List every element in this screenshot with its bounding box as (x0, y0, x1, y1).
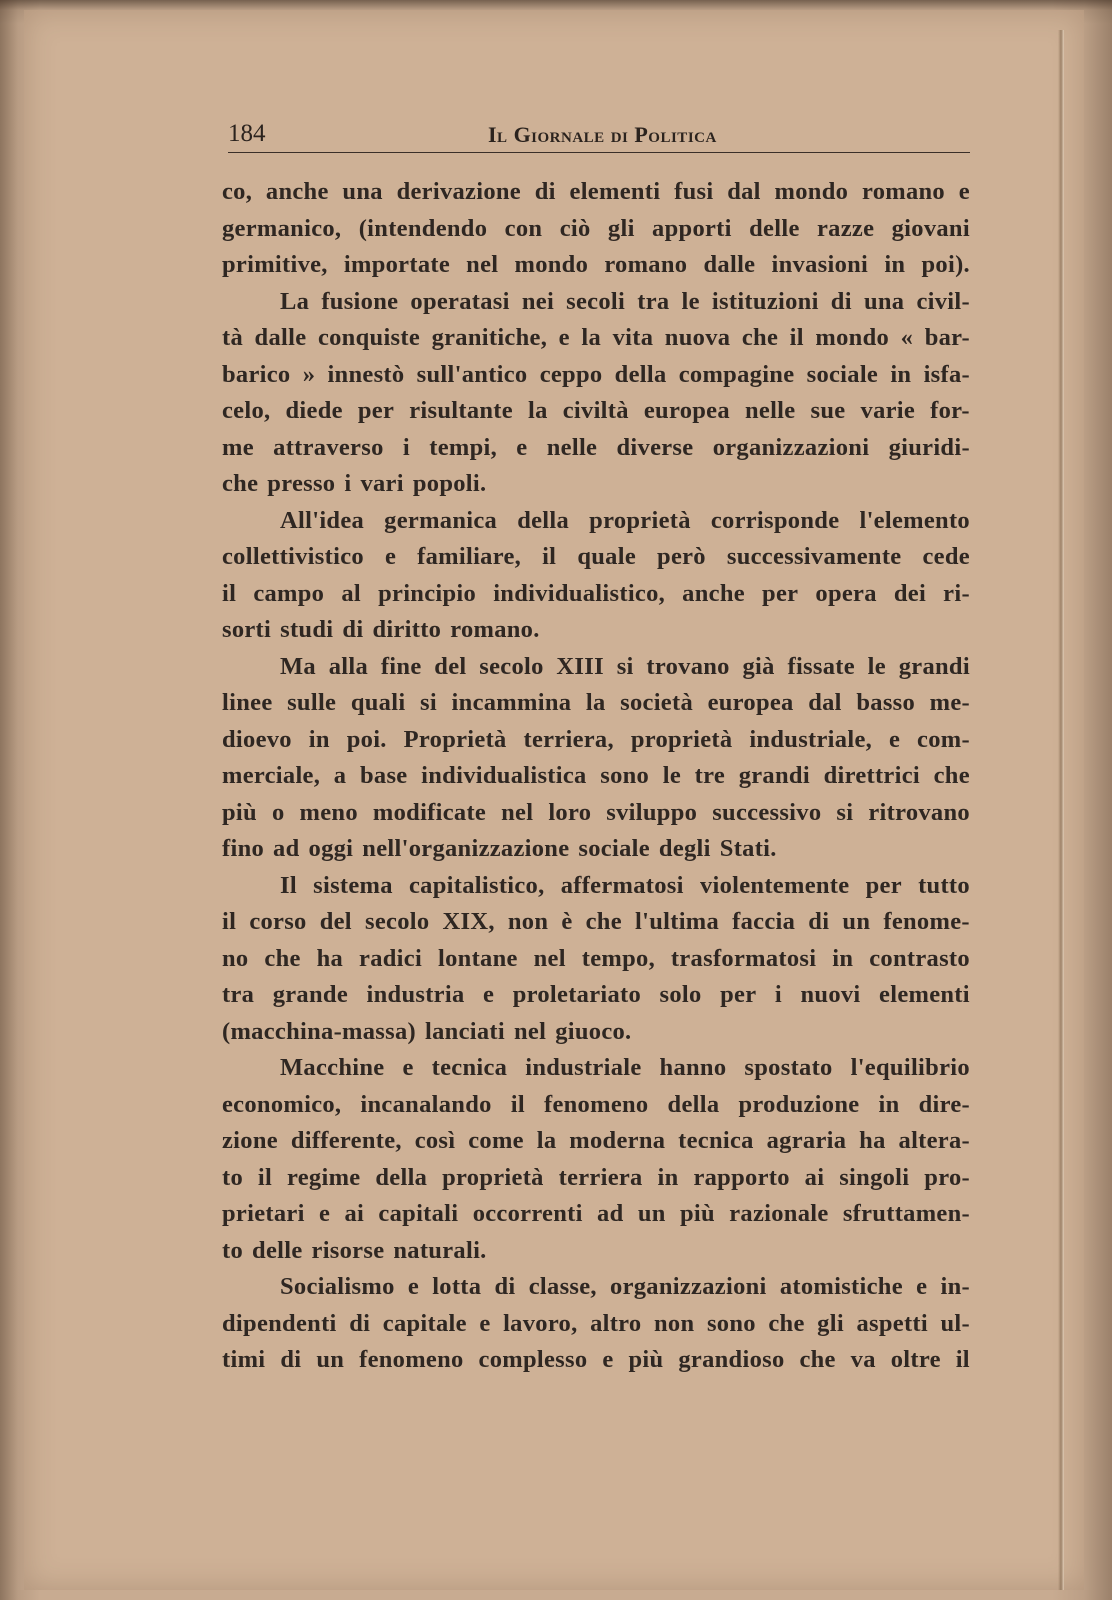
text-line: sorti studi di diritto romano. (222, 616, 540, 643)
text-line: collettivistico e familiare, il quale però successivamente cede (222, 543, 970, 570)
text-line: celo, diede per risultante la civiltà europea nelle sue varie for- (222, 397, 970, 424)
page-header (228, 118, 970, 153)
text-line: economico, incanalando il fenomeno della produzione in dire- (222, 1090, 970, 1118)
text-line: linee sulle quali si incammina la società europea dal basso me- (222, 689, 970, 716)
text-line: merciale, a base individualistica sono le tre grandi direttrici che (222, 762, 970, 789)
text-line: il campo al principio individualistico, anche per opera dei ri- (222, 579, 970, 607)
text-line: to il regime della proprietà terriera in rapporto ai singoli pro- (222, 1163, 970, 1191)
text-line: (macchina-massa) lanciati nel giuoco. (222, 1017, 632, 1045)
text-line: no che ha radici lontane nel tempo, trasformatosi in contrasto (222, 944, 970, 972)
text-line: tra grande industria e proletariato solo per i nuovi elementi (222, 981, 970, 1008)
text-line: barico » innestò sull'antico ceppo della compagine sociale in isfa- (222, 360, 970, 388)
text-line: primitive, importate nel mondo romano dalle invasioni in poi). (222, 251, 970, 278)
text-line: più o meno modificate nel loro sviluppo successivo si ritrovano (222, 798, 970, 826)
page-number: 184 (228, 120, 266, 147)
running-title: Il Giornale di Politica (488, 122, 717, 147)
text-line: fino ad oggi nell'organizzazione sociale degli Stati. (222, 835, 777, 862)
text-line: timi di un fenomeno complesso e più grandioso che va oltre il (222, 1346, 970, 1373)
text-line: dioevo in poi. Proprietà terriera, proprietà industriale, e com- (222, 725, 970, 753)
text-line: to delle risorse naturali. (222, 1236, 487, 1264)
body-text (222, 174, 970, 1379)
text-line: dipendenti di capitale e lavoro, altro non sono che gli aspetti ul- (222, 1309, 970, 1337)
text-line: zione differente, così come la moderna tecnica agraria ha altera- (222, 1127, 970, 1154)
text-line: Macchine e tecnica industriale hanno spostato l'equilibrio (280, 1054, 970, 1081)
text-line: me attraverso i tempi, e nelle diverse organizzazioni giuridi- (222, 433, 970, 461)
text-line: prietari e ai capitali occorrenti ad un più razionale sfruttamen- (222, 1200, 970, 1227)
text-line: tà dalle conquiste granitiche, e la vita nuova che il mondo « bar- (222, 324, 970, 351)
text-line: Il sistema capitalistico, affermatosi violentemente per tutto (280, 871, 970, 899)
text-line: All'idea germanica della proprietà corrisponde l'elemento (280, 506, 970, 534)
text-line: germanico, (intendendo con ciò gli apporti delle razze giovani (222, 214, 970, 242)
text-line: Socialismo e lotta di classe, organizzazioni atomistiche e in- (280, 1273, 970, 1300)
text-line: co, anche una derivazione di elementi fusi dal mondo romano e (222, 178, 970, 205)
text-line: il corso del secolo XIX, non è che l'ultima faccia di un fenome- (222, 908, 970, 935)
text-line: Ma alla fine del secolo XIII si trovano già fissate le grandi (280, 652, 970, 680)
page-edge (1058, 30, 1064, 1590)
text-line: La fusione operatasi nei secoli tra le istituzioni di una civil- (280, 287, 970, 315)
text-line: che presso i vari popoli. (222, 470, 487, 497)
